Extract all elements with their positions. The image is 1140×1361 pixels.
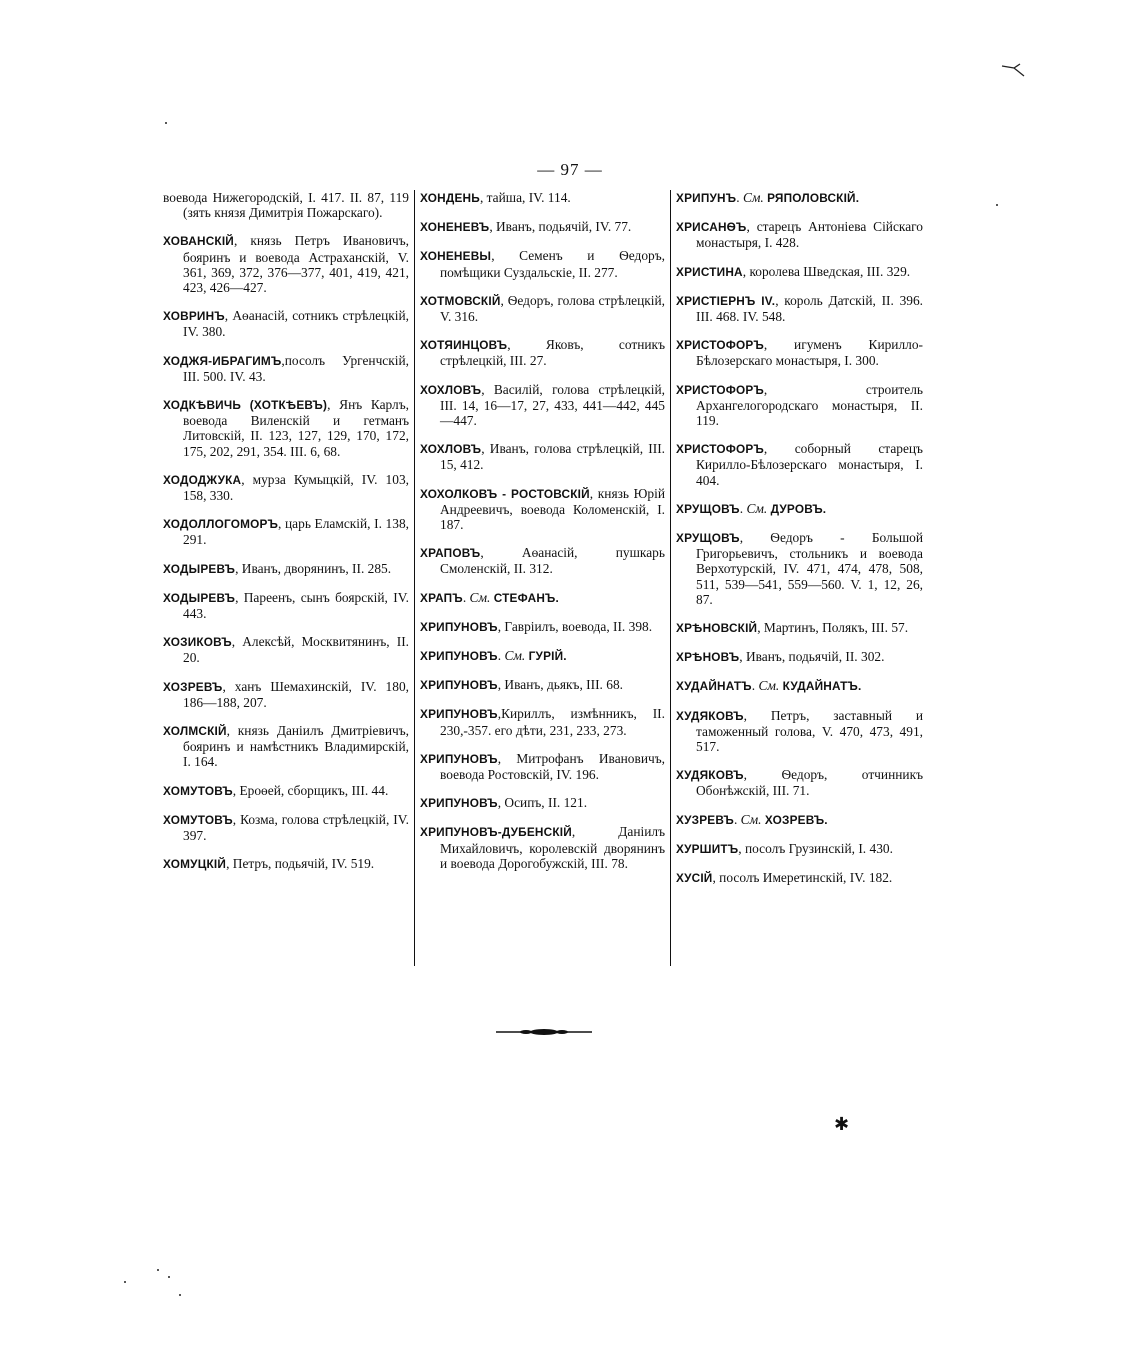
speck xyxy=(168,1276,170,1278)
index-entry xyxy=(163,353,409,384)
index-entry xyxy=(676,264,923,280)
entry-headword: ХОМУТОВЪ xyxy=(163,812,233,827)
entry-headword: ХОДЫРЕВЪ xyxy=(163,561,236,576)
index-entry xyxy=(163,856,409,872)
entry-text: , король Датскій, II. 396. III. 468. IV. 548. xyxy=(696,292,923,325)
entry-see-also: См. xyxy=(469,589,491,605)
entry-reference: ДУРОВЪ. xyxy=(770,501,827,516)
entry-headword: ХУДЯКОВЪ xyxy=(676,708,744,723)
entry-text: , тайша, IV. 114. xyxy=(479,190,571,205)
speck xyxy=(124,1281,126,1283)
index-entry xyxy=(420,441,665,472)
entry-text: , Иванъ, дворянинъ, II. 285. xyxy=(235,560,392,576)
entry-text: , Осипъ, II. 121. xyxy=(497,795,588,811)
index-entry xyxy=(676,382,923,429)
entry-text: , Пареенъ, сынъ боярскій, IV. 443. xyxy=(183,589,409,622)
entry-text: , Ѳедоръ - Большой Григорьевичъ, стольникъ и воевода Верхотурскій, IV. 471, 474, 478, 508, 511, 539—541, 559—560. V. 1, 12, 26, 87. xyxy=(696,530,923,607)
index-entry xyxy=(163,516,409,547)
entry-text: . xyxy=(733,811,738,827)
index-entry xyxy=(420,795,665,811)
entry-reference: КУДАЙНАТЪ. xyxy=(782,679,862,694)
page-number: — 97 — xyxy=(537,160,603,179)
entry-text: , посолъ Грузинскій, I. 430. xyxy=(738,840,893,856)
entry-text: , Иванъ, подьячій, IV. 77. xyxy=(489,219,632,235)
entry-headword: ХРИСТОФОРЪ xyxy=(676,382,764,397)
entry-headword: ХОДКѢВИЧЬ (ХОТКѢЕВЪ) xyxy=(163,398,328,413)
index-entry xyxy=(676,649,923,665)
entry-text: . xyxy=(751,678,756,694)
entry-text: , князь Юрій Андреевичъ, воевода Коломенскій, I. 187. xyxy=(440,485,665,533)
entry-headword: ХРИПУНОВЪ xyxy=(420,649,498,664)
entry-headword: ХОДОЛЛОГОМОРЪ xyxy=(163,517,279,532)
entry-text: , игуменъ Кирилло-Бѣлозерскаго монастыря, I. 300. xyxy=(696,337,923,369)
entry-headword: ХРИПУНОВЪ xyxy=(420,707,498,722)
index-entry xyxy=(163,472,409,503)
index-entry xyxy=(163,590,409,621)
entry-headword: ХОМУЦКІЙ xyxy=(163,857,227,872)
index-entry xyxy=(676,620,923,636)
index-entry xyxy=(420,293,665,324)
entry-headword: ХРАПЪ xyxy=(420,590,463,605)
index-entry xyxy=(676,530,923,607)
entry-text: , Аѳанасій, сотникъ стрѣлецкій, IV. 380. xyxy=(183,308,409,340)
speck xyxy=(157,1269,159,1271)
entry-headword: ХОНЕНЕВЫ xyxy=(420,249,492,264)
index-entry xyxy=(676,767,923,798)
index-entry xyxy=(420,382,665,429)
index-entry xyxy=(163,233,409,295)
index-entry xyxy=(420,190,665,206)
entry-headword: ХОНЕНЕВЪ xyxy=(420,220,490,235)
index-entry xyxy=(163,812,409,843)
entry-see-also: См. xyxy=(740,811,762,827)
entry-headword: ХРИСТІЕРНЪ IV. xyxy=(676,293,776,308)
index-entry xyxy=(676,219,923,250)
entry-text: воевода Нижегородскій, I. 417. II. 87, 119 (зять князя Димитрія Пожарскаго). xyxy=(163,190,409,221)
speck xyxy=(996,204,998,206)
entry-headword: ХОМУТОВЪ xyxy=(163,783,233,798)
entry-headword: ХРИПУНОВЪ xyxy=(420,619,498,634)
entry-headword: ХРИСТИНА xyxy=(676,264,743,279)
entry-see-also: См. xyxy=(742,190,764,205)
index-entry xyxy=(420,706,665,737)
index-entry xyxy=(676,708,923,755)
entry-text: . xyxy=(497,648,502,664)
index-column-1 xyxy=(163,190,415,966)
index-entry xyxy=(420,619,665,635)
entry-text: , Ероѳей, сборщикъ, III. 44. xyxy=(232,782,389,798)
entry-text: , Ѳедоръ, отчинникъ Обонѣжскій, III. 71. xyxy=(696,767,923,799)
index-entry xyxy=(676,812,923,828)
entry-text: , Алексѣй, Москвитянинъ, II. 20. xyxy=(183,634,409,666)
index-entry xyxy=(420,590,665,606)
entry-text: ,Кириллъ, измѣнникъ, II. 230,-357. его дѣти, 231, 233, 273. xyxy=(440,706,665,738)
index-entry xyxy=(163,308,409,339)
entry-headword: ХРУЩОВЪ xyxy=(676,501,740,516)
index-entry xyxy=(420,545,665,576)
entry-text: , Семенъ и Ѳедоръ, помѣщики Суздальскіе, II. 277. xyxy=(440,248,665,280)
entry-headword: ХРИПУНОВЪ-ДУБЕНСКІЙ xyxy=(420,825,572,840)
entry-text: , строитель Архангелогородскаго монастыря, II. 119. xyxy=(696,381,923,429)
entry-headword: ХРУЩОВЪ xyxy=(676,531,740,546)
entry-text: , Петръ, подьячій, IV. 519. xyxy=(226,856,375,872)
entry-headword: ХОВРИНЪ xyxy=(163,309,225,324)
entry-text: , соборный старецъ Кирилло-Бѣлозерскаго монастыря, I. 404. xyxy=(696,441,923,488)
entry-text: , князь Петръ Ивановичъ, бояринъ и воевода Астраханскій, V. 361, 369, 372, 376—377, 401, 419, 421, 423, 426—427. xyxy=(183,233,409,296)
entry-headword: ХОЗИКОВЪ xyxy=(163,635,232,650)
index-entry xyxy=(163,679,409,710)
entry-see-also: См. xyxy=(504,648,526,664)
index-entry xyxy=(420,219,665,235)
entry-headword: ХУДЯКОВЪ xyxy=(676,768,744,783)
entry-headword: ХОВАНСКІЙ xyxy=(163,234,234,249)
index-entry xyxy=(420,248,665,279)
entry-headword: ХРИПУНОВЪ xyxy=(420,796,498,811)
ornamental-divider xyxy=(496,1027,592,1037)
entry-headword: ХРИСТОФОРЪ xyxy=(676,338,764,353)
entry-text: , Даніилъ Михайловичъ, королевскій дворянинъ и воевода Дорогобужскій, III. 78. xyxy=(440,824,665,871)
index-entry xyxy=(420,824,665,871)
index-column-2 xyxy=(415,190,671,966)
entry-headword: ХУСІЙ xyxy=(676,871,713,886)
index-entry xyxy=(163,723,409,770)
index-column-3 xyxy=(671,190,923,966)
entry-text: , Петръ, заставный и таможенный голова, V. 470, 473, 491, 517. xyxy=(696,707,923,755)
entry-text: , мурза Кумыцкій, IV. 103, 158, 330. xyxy=(183,471,409,504)
entry-text: , царь Еламскій, I. 138, 291. xyxy=(183,516,409,548)
entry-text: , Ѳедоръ, голова стрѣлецкій, V. 316. xyxy=(440,292,665,325)
entry-text: , Митрофанъ Ивановичъ, воевода Ростовскій, IV. 196. xyxy=(440,750,665,783)
index-entry xyxy=(676,501,923,517)
index-entry xyxy=(676,190,923,206)
index-entry xyxy=(420,486,665,533)
entry-headword: ХОХЛОВЪ xyxy=(420,442,482,457)
entry-text: . xyxy=(739,500,744,516)
signature-mark: ✱ xyxy=(834,1114,850,1135)
entry-headword: ХОХЛОВЪ xyxy=(420,382,482,397)
index-entry xyxy=(676,293,923,324)
entry-text: , Василій, голова стрѣлецкій, III. 14, 16—17, 27, 433, 441—442, 445—447. xyxy=(440,381,665,429)
entry-text: . xyxy=(462,589,467,605)
entry-text: , Аѳанасій, пушкарь Смоленскій, II. 312. xyxy=(440,545,665,577)
entry-reference: РЯПОЛОВСКІЙ. xyxy=(767,191,860,205)
entry-headword: ХРАПОВЪ xyxy=(420,546,481,561)
entry-headword: ХРИПУНЪ xyxy=(676,191,737,205)
index-entry xyxy=(163,783,409,799)
index-entry xyxy=(676,870,923,886)
entry-text: , Иванъ, голова стрѣлецкій, III. 15, 412. xyxy=(440,441,665,473)
index-entry xyxy=(676,678,923,694)
index-entry xyxy=(676,441,923,488)
entry-headword: ХОЛМСКІЙ xyxy=(163,724,227,739)
entry-see-also: См. xyxy=(746,500,768,516)
entry-reference: ГУРІЙ. xyxy=(528,649,567,664)
entry-text: , старецъ Антоніева Сійскаго монастыря, I. 428. xyxy=(696,219,923,251)
index-entry xyxy=(420,677,665,693)
entry-headword: ХРИПУНОВЪ xyxy=(420,751,498,766)
entry-headword: ХОТЯИНЦОВЪ xyxy=(420,338,508,353)
entry-see-also: См. xyxy=(758,678,780,694)
entry-text: , посолъ Имеретинскій, IV. 182. xyxy=(712,870,893,886)
entry-text: , Иванъ, дьякъ, III. 68. xyxy=(497,677,623,693)
entry-headword: ХОДОДЖУКА xyxy=(163,472,242,487)
entry-text: , Козма, голова стрѣлецкій, IV. 397. xyxy=(183,811,409,844)
entry-text: , ханъ Шемахинскій, IV. 180, 186—188, 207. xyxy=(183,678,409,710)
entry-headword: ХРИСАНѲЪ xyxy=(676,220,747,235)
index-entry xyxy=(163,634,409,665)
index-entry xyxy=(163,561,409,577)
index-entry xyxy=(676,841,923,857)
entry-headword: ХУДАЙНАТЪ xyxy=(676,679,752,694)
entry-text: , Гавріилъ, воевода, II. 398. xyxy=(497,618,653,634)
index-entry xyxy=(420,751,665,782)
speck xyxy=(165,122,167,124)
entry-text: ,посолъ Ургенчскій, III. 500. IV. 43. xyxy=(183,352,409,384)
entry-text: . xyxy=(736,190,740,205)
entry-headword: ХОЗРЕВЪ xyxy=(163,679,223,694)
index-entry xyxy=(676,337,923,368)
entry-text: , королева Шведская, III. 329. xyxy=(742,263,911,279)
entry-text: , Иванъ, подьячій, II. 302. xyxy=(739,649,885,665)
entry-headword: ХРѢНОВСКІЙ xyxy=(676,621,758,636)
entry-headword: ХОДЫРЕВЪ xyxy=(163,590,236,605)
entry-text: , Янъ Карлъ, воевода Виленскій и гетманъ Литовскій, II. 123, 127, 129, 170, 172, 175, 202, 291, 354. III. 6, 68. xyxy=(183,397,409,459)
entry-headword: ХРИПУНОВЪ xyxy=(420,678,498,693)
entry-headword: ХОДЖЯ-ИБРАГИМЪ xyxy=(163,353,282,368)
entry-headword: ХУЗРЕВЪ xyxy=(676,812,734,827)
entry-text: , Яковъ, сотникъ стрѣлецкій, III. 27. xyxy=(440,337,665,369)
index-columns xyxy=(163,190,923,966)
entry-headword: ХОНДЕНЬ xyxy=(420,191,480,205)
entry-headword: ХРѢНОВЪ xyxy=(676,650,740,665)
entry-headword: ХОХОЛКОВЪ - РОСТОВСКІЙ xyxy=(420,486,590,501)
entry-text: , Мартинъ, Полякъ, III. 57. xyxy=(757,620,909,636)
index-entry xyxy=(420,337,665,368)
index-entry xyxy=(420,648,665,664)
entry-text: , князь Даніилъ Дмитріевичъ, бояринъ и намѣстникъ Владимирскій, I. 164. xyxy=(183,723,409,770)
corner-mark xyxy=(1000,60,1026,80)
entry-headword: ХРИСТОФОРЪ xyxy=(676,442,764,457)
index-entry xyxy=(163,397,409,459)
speck xyxy=(179,1294,181,1296)
entry-headword: ХУРШИТЪ xyxy=(676,841,739,856)
entry-headword: ХОТМОВСКІЙ xyxy=(420,293,501,308)
index-entry xyxy=(163,190,409,220)
entry-reference: ХОЗРЕВЪ. xyxy=(764,812,828,827)
entry-reference: СТЕФАНЪ. xyxy=(493,590,559,605)
